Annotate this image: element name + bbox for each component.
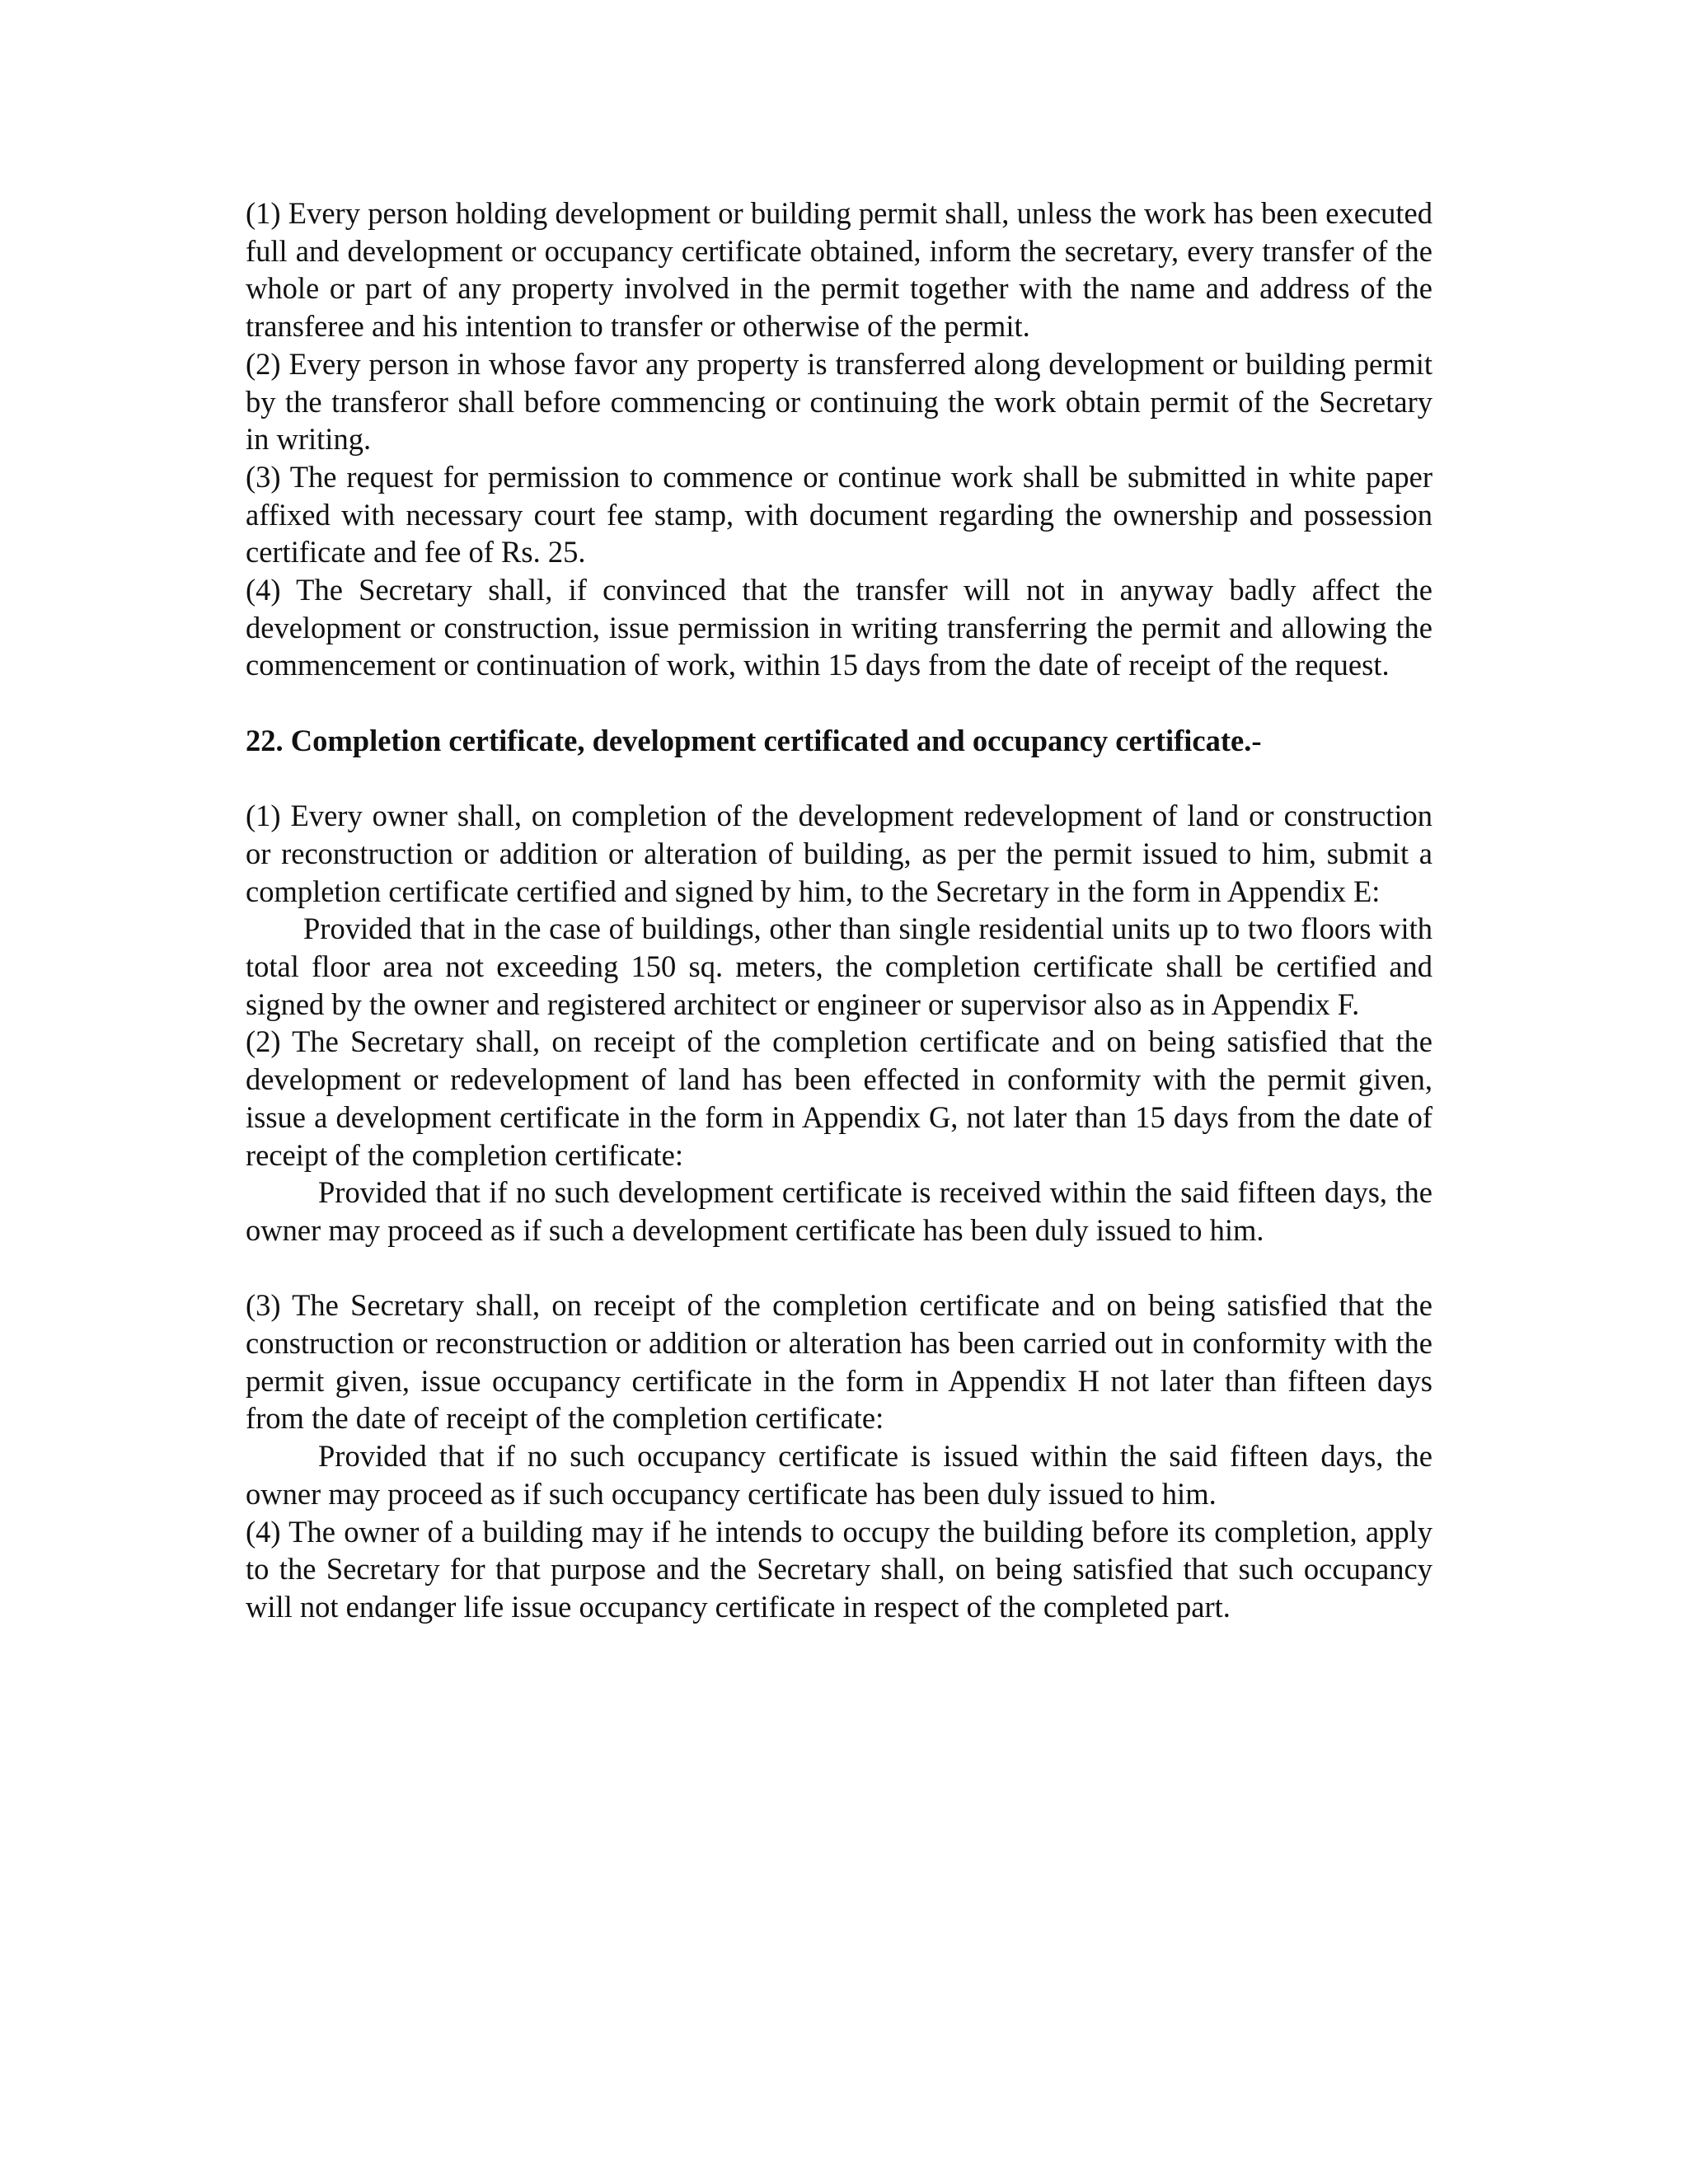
section-22-clause-1: (1) Every owner shall, on completion of the development redevelopment of land or construction or reconstruction or addition or alteration of building, as per the permit issued to him, submit a completion certificate certified and signed by him, to the Secretary in the form in Appendix E:	[246, 799, 1432, 908]
section-22-clause-2: (2) The Secretary shall, on receipt of the completion certificate and on being satisfied that the development or redevelopment of land has been effected in conformity with the permit given, issue a development certificate in the form in Appendix G, not later than 15 days from the date of receipt of the completion certificate:	[246, 1024, 1432, 1172]
section-22-clause-3: (3) The Secretary shall, on receipt of the completion certificate and on being satisfied that the construction or reconstruction or addition or alteration has been carried out in conformity with the permit given, issue occupancy certificate in the form in Appendix H not later than fifteen days from the date of receipt of the completion certificate:	[246, 1288, 1432, 1436]
section-21-clause-3: (3) The request for permission to commence or continue work shall be submitted in white paper affixed with necessary court fee stamp, with document regarding the ownership and possession certificate and fee of Rs. 25.	[246, 459, 1432, 569]
section-21-clause-1: (1) Every person holding development or building permit shall, unless the work has been executed full and development or occupancy certificate obtained, inform the secretary, every transfer of the whole or part of any property involved in the permit together with the name and address of the transferee and his intention to transfer or otherwise of the permit.	[246, 196, 1432, 344]
section-22-heading: 22. Completion certificate, development certificated and occupancy certificate.-	[246, 723, 1262, 757]
section-22-clause-2-proviso: Provided that if no such development certificate is received within the said fifteen days, the owner may proceed as if such a development certificate has been duly issued to him.	[246, 1175, 1432, 1247]
section-21-clause-4: (4) The Secretary shall, if convinced that the transfer will not in anyway badly affect the development or construction, issue permission in writing transferring the permit and allowing the commencement or continuation of work, within 15 days from the date of receipt of the request.	[246, 573, 1432, 682]
section-21-clause-2: (2) Every person in whose favor any property is transferred along development or building permit by the transferor shall before commencing or continuing the work obtain permit of the Secretary in writing.	[246, 346, 1432, 457]
document-page	[246, 194, 1432, 1626]
section-22-clause-4: (4) The owner of a building may if he intends to occupy the building before its completion, apply to the Secretary for that purpose and the Secretary shall, on being satisfied that such occupancy will not endanger life issue occupancy certificate in respect of the completed part.	[246, 1514, 1432, 1624]
section-22-clause-3-proviso: Provided that if no such occupancy certificate is issued within the said fifteen days, the owner may proceed as if such occupancy certificate has been duly issued to him.	[246, 1439, 1432, 1511]
section-22-clause-1-proviso: Provided that in the case of buildings, other than single residential units up to two floors with total floor area not exceeding 150 sq. meters, the completion certificate shall be certified and signed by the owner and registered architect or engineer or supervisor also as in Appendix F.	[246, 912, 1432, 1021]
